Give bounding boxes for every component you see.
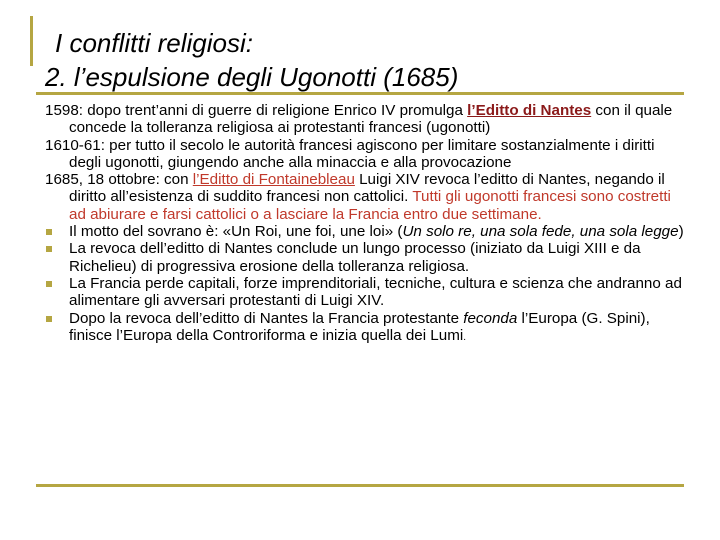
slide-title — [45, 26, 458, 94]
b4-end: . — [463, 331, 467, 343]
b2-text: La revoca dell’editto di Nantes conclude un lungo processo (iniziato da Luigi XIII e da Richelieu) di progressiva erosione della tolleranza religiosa. — [69, 240, 641, 275]
b1-text-b: ) — [678, 223, 684, 241]
bullet-europa — [45, 310, 685, 347]
paragraph-1685 — [45, 171, 685, 223]
bullet-revoca — [45, 240, 685, 275]
p3-text-b: Luigi XIV revoca l’editto di Nantes, negando il diritto all’esistenza di suddito francesi non cattolici. — [69, 171, 665, 206]
title-line-2: 2. l’espulsione degli Ugonotti (1685) — [45, 62, 459, 92]
square-bullet-icon — [46, 281, 52, 287]
paragraph-1610 — [45, 137, 685, 172]
square-bullet-icon — [46, 229, 52, 235]
title-line-1: I conflitti religiosi: — [55, 28, 253, 58]
slide-body — [45, 102, 685, 346]
p3-red-text: Tutti gli ugonotti francesi sono costretti ad abiurare e farsi cattolici o a lasciare la Francia entro due settimane. — [69, 188, 671, 223]
decorative-vertical-line — [30, 16, 33, 66]
p1-text-b: con il quale concede la tolleranza religiosa ai protestanti francesi (ugonotti) — [69, 102, 673, 137]
b3-text: La Francia perde capitali, forze imprenditoriali, tecniche, cultura e scienza che andranno ad alimentare gli avversari protestanti di Luigi XIV. — [69, 274, 682, 310]
editto-di-fontainebleau-link[interactable]: l’Editto di Fontainebleau — [192, 171, 355, 189]
p1-text-a: 1598: dopo trent’anni di guerre di religione Enrico IV promulga — [45, 102, 468, 119]
square-bullet-icon — [46, 316, 52, 322]
b4-text-a: Dopo la revoca dell’editto di Nantes la Francia protestante — [69, 309, 464, 327]
bullet-motto — [45, 223, 685, 240]
b4-text-b: l’Europa (G. Spini), finisce l’Europa della Controriforma e inizia quella dei Lumi — [69, 309, 650, 344]
p2-text: 1610-61: per tutto il secolo le autorità francesi agiscono per limitare sostanzialmente i diritti degli ugonotti, giungendo anche alla minaccia e alla provocazione — [45, 136, 655, 171]
footer-divider — [36, 484, 684, 487]
bullet-francia — [45, 275, 685, 310]
paragraph-1598 — [45, 102, 685, 137]
b1-italic: Un solo re, una sola fede, una sola legge — [402, 223, 679, 241]
p3-text-a: 1685, 18 ottobre: con — [45, 171, 193, 189]
square-bullet-icon — [46, 246, 52, 252]
b4-italic: feconda — [463, 309, 518, 327]
editto-di-nantes-link[interactable]: l’Editto di Nantes — [467, 102, 592, 119]
b1-text-a: Il motto del sovrano è: «Un Roi, une foi, une loi» ( — [69, 223, 403, 241]
